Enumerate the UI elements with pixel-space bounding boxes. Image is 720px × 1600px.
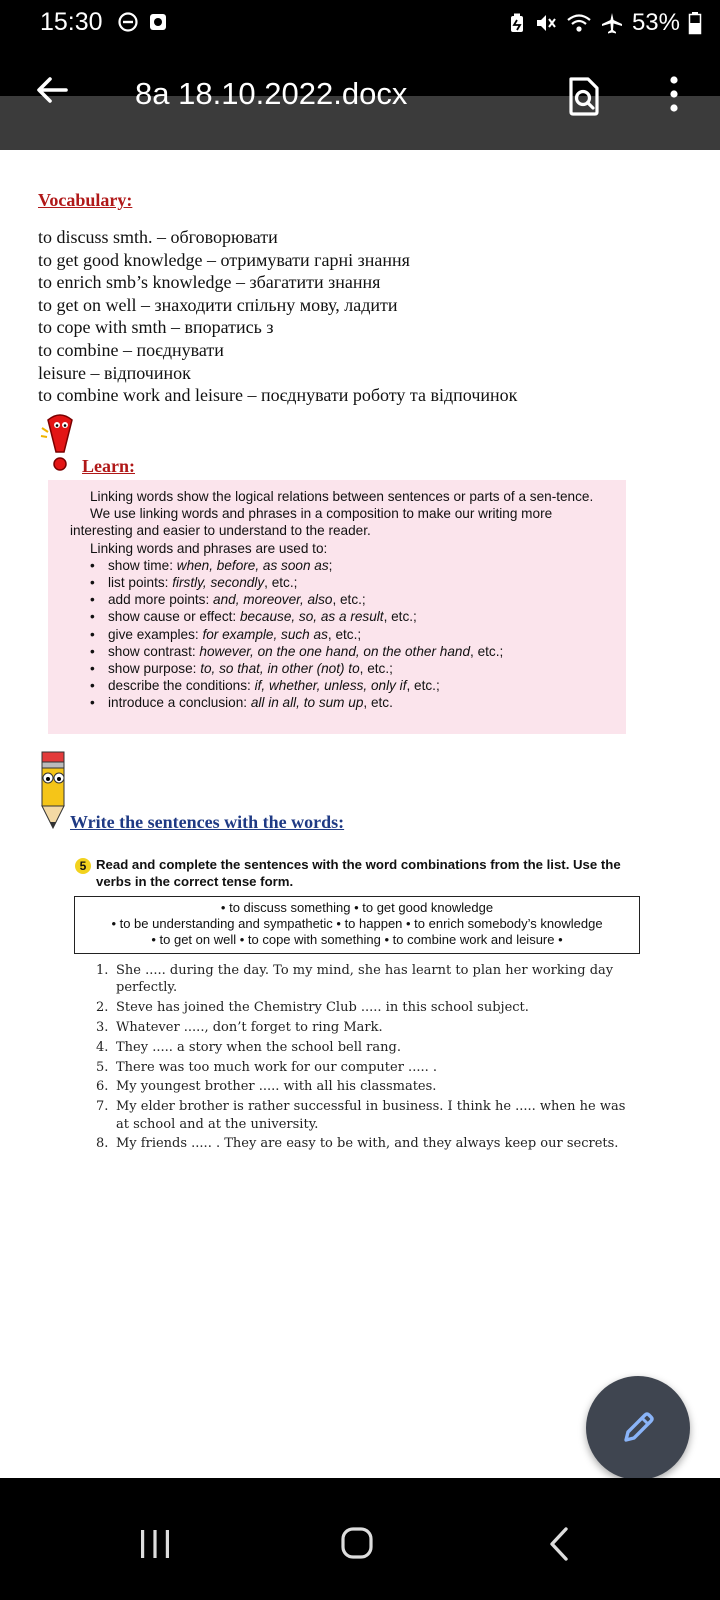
mute-icon (534, 12, 558, 34)
list-item: • show purpose: to, so that, in other (not) to, etc.; (90, 660, 614, 677)
status-bar (0, 0, 720, 48)
document-page[interactable] (0, 150, 720, 1478)
word-list-box (74, 896, 640, 954)
dnd-icon (117, 11, 139, 33)
more-options-button[interactable] (658, 72, 690, 116)
pencil-character-icon (36, 750, 72, 832)
exclamation-mark-icon (38, 412, 82, 476)
sentence-item: 7. My elder brother is rather successful in business. I think he ..... when he was at school and at the university. (96, 1099, 626, 1132)
notification-icon (147, 11, 169, 33)
linking-words-list (70, 557, 614, 712)
learn-heading: Learn: (82, 456, 135, 476)
document-title: 8a 18.10.2022.docx (135, 76, 408, 111)
edit-pencil-icon (618, 1408, 658, 1448)
vocabulary-item: to get on well – знаходити спільну мову, ладити (38, 294, 398, 315)
learn-paragraph: We use linking words and phrases in a composition to make our writing more interesting and easier to understand to the reader. (70, 506, 553, 539)
word-list-line: • to get on well • to cope with something • to combine work and leisure • (151, 932, 563, 947)
learn-box (48, 480, 626, 734)
more-vert-icon (658, 72, 690, 116)
vocabulary-item: to combine work and leisure – поєднувати роботу та відпочинок (38, 385, 518, 406)
system-nav-bar (0, 1478, 720, 1600)
list-item: • list points: firstly, secondly, etc.; (90, 574, 614, 591)
vocabulary-list (38, 226, 517, 407)
status-time: 15:30 (40, 8, 103, 36)
vocabulary-item: to enrich smb’s knowledge – збагатити знання (38, 272, 381, 293)
sentence-item: 6. My youngest brother ..... with all his classmates. (96, 1079, 437, 1095)
edit-fab-button[interactable] (586, 1376, 690, 1480)
battery-icon (688, 11, 702, 35)
airplane-icon (600, 11, 624, 35)
list-item: • show time: when, before, as soon as; (90, 557, 614, 574)
back-button[interactable] (30, 68, 74, 112)
wifi-icon (566, 12, 592, 34)
battery-saver-icon (508, 12, 526, 34)
battery-percent: 53% (631, 9, 680, 36)
list-item: • show contrast: however, on the one hand, on the other hand, etc.; (90, 643, 614, 660)
sentence-item: 1. She ..... during the day. To my mind, she has learnt to plan her working day perfectly. (96, 963, 614, 996)
write-heading: Write the sentences with the words: (70, 812, 345, 832)
find-in-document-button[interactable] (562, 74, 606, 118)
list-item: • describe the conditions: if, whether, unless, only if, etc.; (90, 677, 614, 694)
home-icon[interactable] (340, 1526, 374, 1560)
word-list-line: • to be understanding and sympathetic • to happen • to enrich somebody’s knowledge (111, 916, 603, 931)
back-icon[interactable] (548, 1526, 570, 1562)
find-in-document-icon (562, 74, 606, 118)
vocabulary-item: to discuss smth. – обговорювати (38, 227, 278, 247)
list-item: • add more points: and, moreover, also, etc.; (90, 591, 614, 608)
vocabulary-heading: Vocabulary: (38, 190, 133, 210)
sentence-item: 2. Steve has joined the Chemistry Club ..... in this school subject. (96, 1000, 529, 1016)
recents-icon[interactable] (138, 1528, 172, 1560)
sentence-item: 4. They ..... a story when the school bell rang. (96, 1039, 401, 1055)
app-bar (0, 48, 720, 150)
vocabulary-item: to combine – поєднувати (38, 339, 224, 360)
vocabulary-item: leisure – відпочинок (38, 362, 191, 383)
list-item: • give examples: for example, such as, etc.; (90, 626, 614, 643)
sentence-item: 5. There was too much work for our computer ..... . (96, 1059, 437, 1075)
list-item: • introduce a conclusion: all in all, to sum up, etc. (90, 694, 614, 711)
learn-paragraph: Linking words and phrases are used to: (90, 540, 328, 556)
sentence-item: 3. Whatever ....., don’t forget to ring Mark. (96, 1020, 383, 1035)
back-arrow-icon (30, 68, 74, 112)
list-item: • show cause or effect: because, so, as a result, etc.; (90, 608, 614, 625)
exercise-sentences (90, 962, 642, 1155)
exercise-instruction: Read and complete the sentences with the word combinations from the list. Use the verbs in the correct tense form. (96, 857, 621, 889)
sentence-item: 8. My friends ..... . They are easy to be with, and they always keep our secrets. (96, 1136, 619, 1152)
vocabulary-item: to get good knowledge – отримувати гарні знання (38, 249, 410, 270)
word-list-line: • to discuss something • to get good knowledge (220, 900, 494, 915)
learn-paragraph: Linking words show the logical relations between sentences or parts of a sen-tence. (90, 489, 594, 504)
exercise-number: 5 (75, 858, 91, 874)
vocabulary-item: to cope with smth – впоратись з (38, 317, 274, 338)
